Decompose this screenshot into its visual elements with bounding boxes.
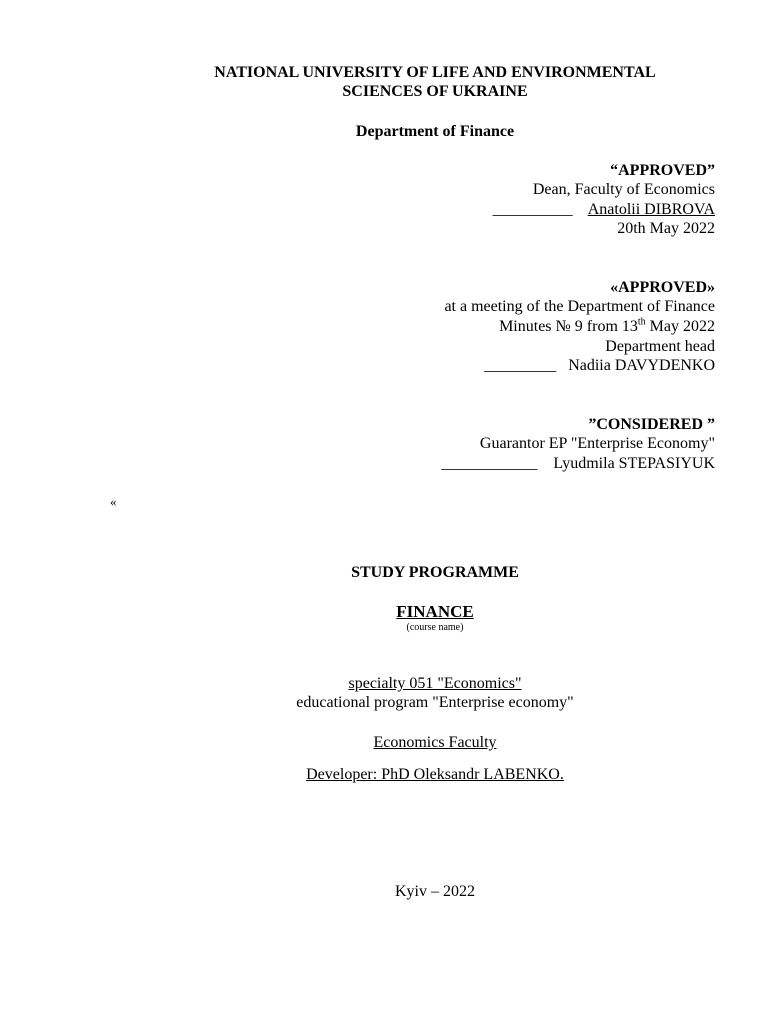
guarantor-name: Lyudmila STEPASIYUK: [553, 455, 715, 472]
department-approved-title: «APPROVED»: [610, 279, 715, 296]
guarantor-label: Guarantor EP "Enterprise Economy": [479, 435, 715, 452]
educational-program: educational program "Enterprise economy": [296, 694, 574, 711]
minutes-prefix: Minutes № 9 from 13: [499, 318, 638, 335]
faculty-name: Economics Faculty: [373, 734, 497, 751]
stray-guillemet: «: [110, 494, 117, 509]
dean-name: Anatolii DIBROVA: [587, 201, 715, 218]
dean-signature-line: __________: [492, 201, 573, 218]
course-name: FINANCE: [396, 602, 474, 621]
minutes-ordinal: th: [637, 316, 646, 328]
dean-approval-date: 20th May 2022: [617, 220, 715, 237]
university-name-line1: NATIONAL UNIVERSITY OF LIFE AND ENVIRONMENTAL: [214, 64, 656, 81]
developer: Developer: PhD Oleksandr LABENKO.: [306, 766, 564, 783]
minutes-suffix: May 2022: [645, 318, 715, 335]
department-name: Department of Finance: [355, 123, 515, 140]
department-meeting: at a meeting of the Department of Finance: [444, 298, 715, 315]
department-minutes: [499, 317, 715, 336]
department-signature-row: [484, 356, 715, 375]
guarantor-signature-line: ____________: [441, 455, 538, 472]
dean-signature-row: [493, 200, 715, 219]
department-signature-line: _________: [484, 357, 557, 374]
department-head-name: Nadiia DAVYDENKO: [568, 357, 715, 374]
study-programme-title: STUDY PROGRAMME: [351, 564, 519, 581]
considered-title: ”CONSIDERED ”: [588, 416, 715, 433]
dean-position: Dean, Faculty of Economics: [532, 181, 715, 198]
specialty: specialty 051 "Economics": [348, 675, 522, 692]
department-head-position: Department head: [605, 338, 715, 355]
course-name-caption: (course name): [406, 622, 464, 633]
dean-approved-title: “APPROVED”: [610, 162, 715, 179]
city-year: Kyiv – 2022: [395, 883, 475, 900]
guarantor-signature-row: [441, 454, 715, 473]
university-name-line2: SCIENCES OF UKRAINE: [342, 83, 528, 100]
